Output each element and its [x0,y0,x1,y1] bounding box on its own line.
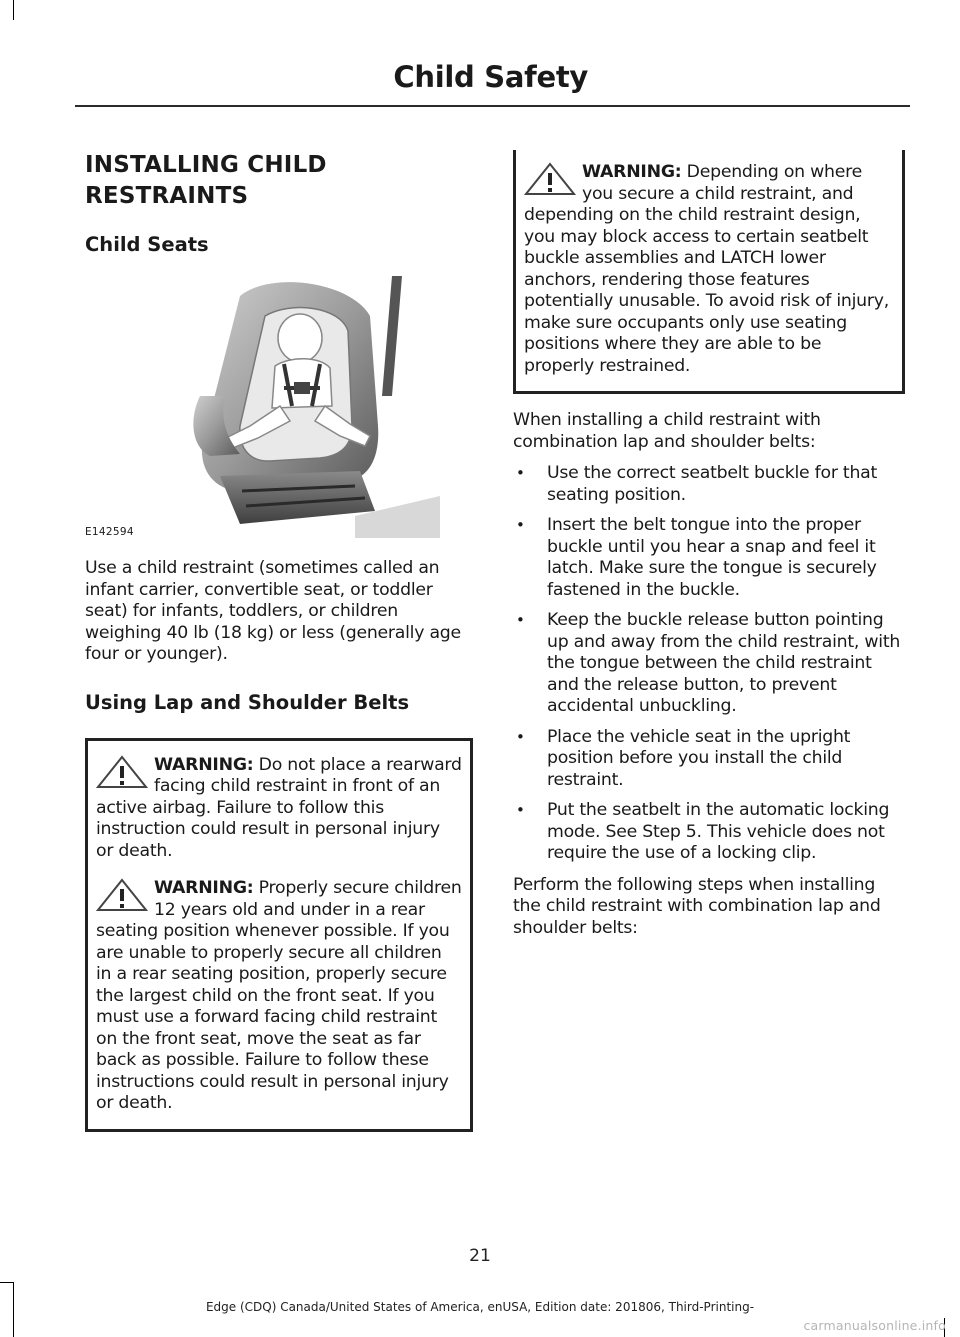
warning-box-right [513,150,905,394]
left-column [85,150,473,1132]
warning-box-left [85,738,473,1132]
figure-id: E142594 [85,526,134,538]
child-seat-illustration [180,276,440,538]
warning-triangle-icon [96,755,148,789]
warning-label: WARNING: [582,162,682,182]
combo-intro: When installing a child restraint with combination lap and shoulder belts: [513,410,821,452]
intro-paragraph: Use a child restraint (sometimes called an infant carrier, convertible seat, or toddler seat) for infants, toddlers, or children weighing 40 lb (18 kg) or less (generally age four or younger). [85,558,461,664]
warning-rear-seating [96,878,462,1115]
list-item: • Use the correct seatbelt buckle for that seating position. [513,463,905,506]
child-seats-heading: Child Seats [85,233,209,256]
watermark: carmanualsonline.info [803,1318,946,1333]
warning-text: Depending on where you secure a child restraint, and depending on the child restraint design, you may block access to certain seatbelt buckle assemblies and LATCH lower anchors, rendering those features potentially unusable. To avoid risk of injury, make sure occupants only use seating positions where they are able to be properly restrained. [524,162,889,376]
warning-latch-access [524,162,894,377]
steps-intro: Perform the following steps when installing the child restraint with combination lap and shoulder belts: [513,874,881,938]
installation-bullets [513,463,905,865]
crop-mark-top-left [13,0,14,20]
page-number: 21 [469,1246,491,1266]
header-rule [75,105,910,107]
right-column [513,150,905,939]
lap-shoulder-heading: Using Lap and Shoulder Belts [85,690,410,714]
list-item: • Place the vehicle seat in the upright position before you install the child restraint. [513,727,905,792]
warning-text: Properly secure children 12 years old and under in a rear seating position whenever possible. If you are unable to properly secure all children in a rear seating position, properly secure the largest child on the front seat. If you must use a forward facing child restraint on the front seat, move the seat as far back as possible. Failure to follow these instructions could result in personal injury or death. [96,878,462,1113]
warning-airbag [96,755,462,863]
edition-footer: Edge (CDQ) Canada/United States of America, enUSA, Edition date: 201806, Third-Printing- [205,1300,755,1314]
warning-triangle-icon [96,878,148,912]
warning-text: Do not place a rearward facing child restraint in front of an active airbag. Failure to follow this instruction could result in personal injury or death. [96,754,462,861]
list-item: • Keep the buckle release button pointing up and away from the child restraint, with the tongue between the child restraint and the release button, to prevent accidental unbuckling. [513,610,905,718]
crop-mark-bottom-left [0,1282,13,1283]
warning-label: WARNING: [154,878,254,898]
child-seat-figure [85,276,473,538]
warning-label: WARNING: [154,754,254,775]
list-item: • Put the seatbelt in the automatic locking mode. See Step 5. This vehicle does not require the use of a locking clip. [513,800,905,865]
page-header-title: Child Safety [393,60,588,94]
warning-triangle-icon [524,162,576,196]
section-title: INSTALLING CHILD RESTRAINTS [85,152,327,209]
list-item: • Insert the belt tongue into the proper buckle until you hear a snap and feel it latch. Make sure the tongue is securely fastened in the buckle. [513,515,905,601]
